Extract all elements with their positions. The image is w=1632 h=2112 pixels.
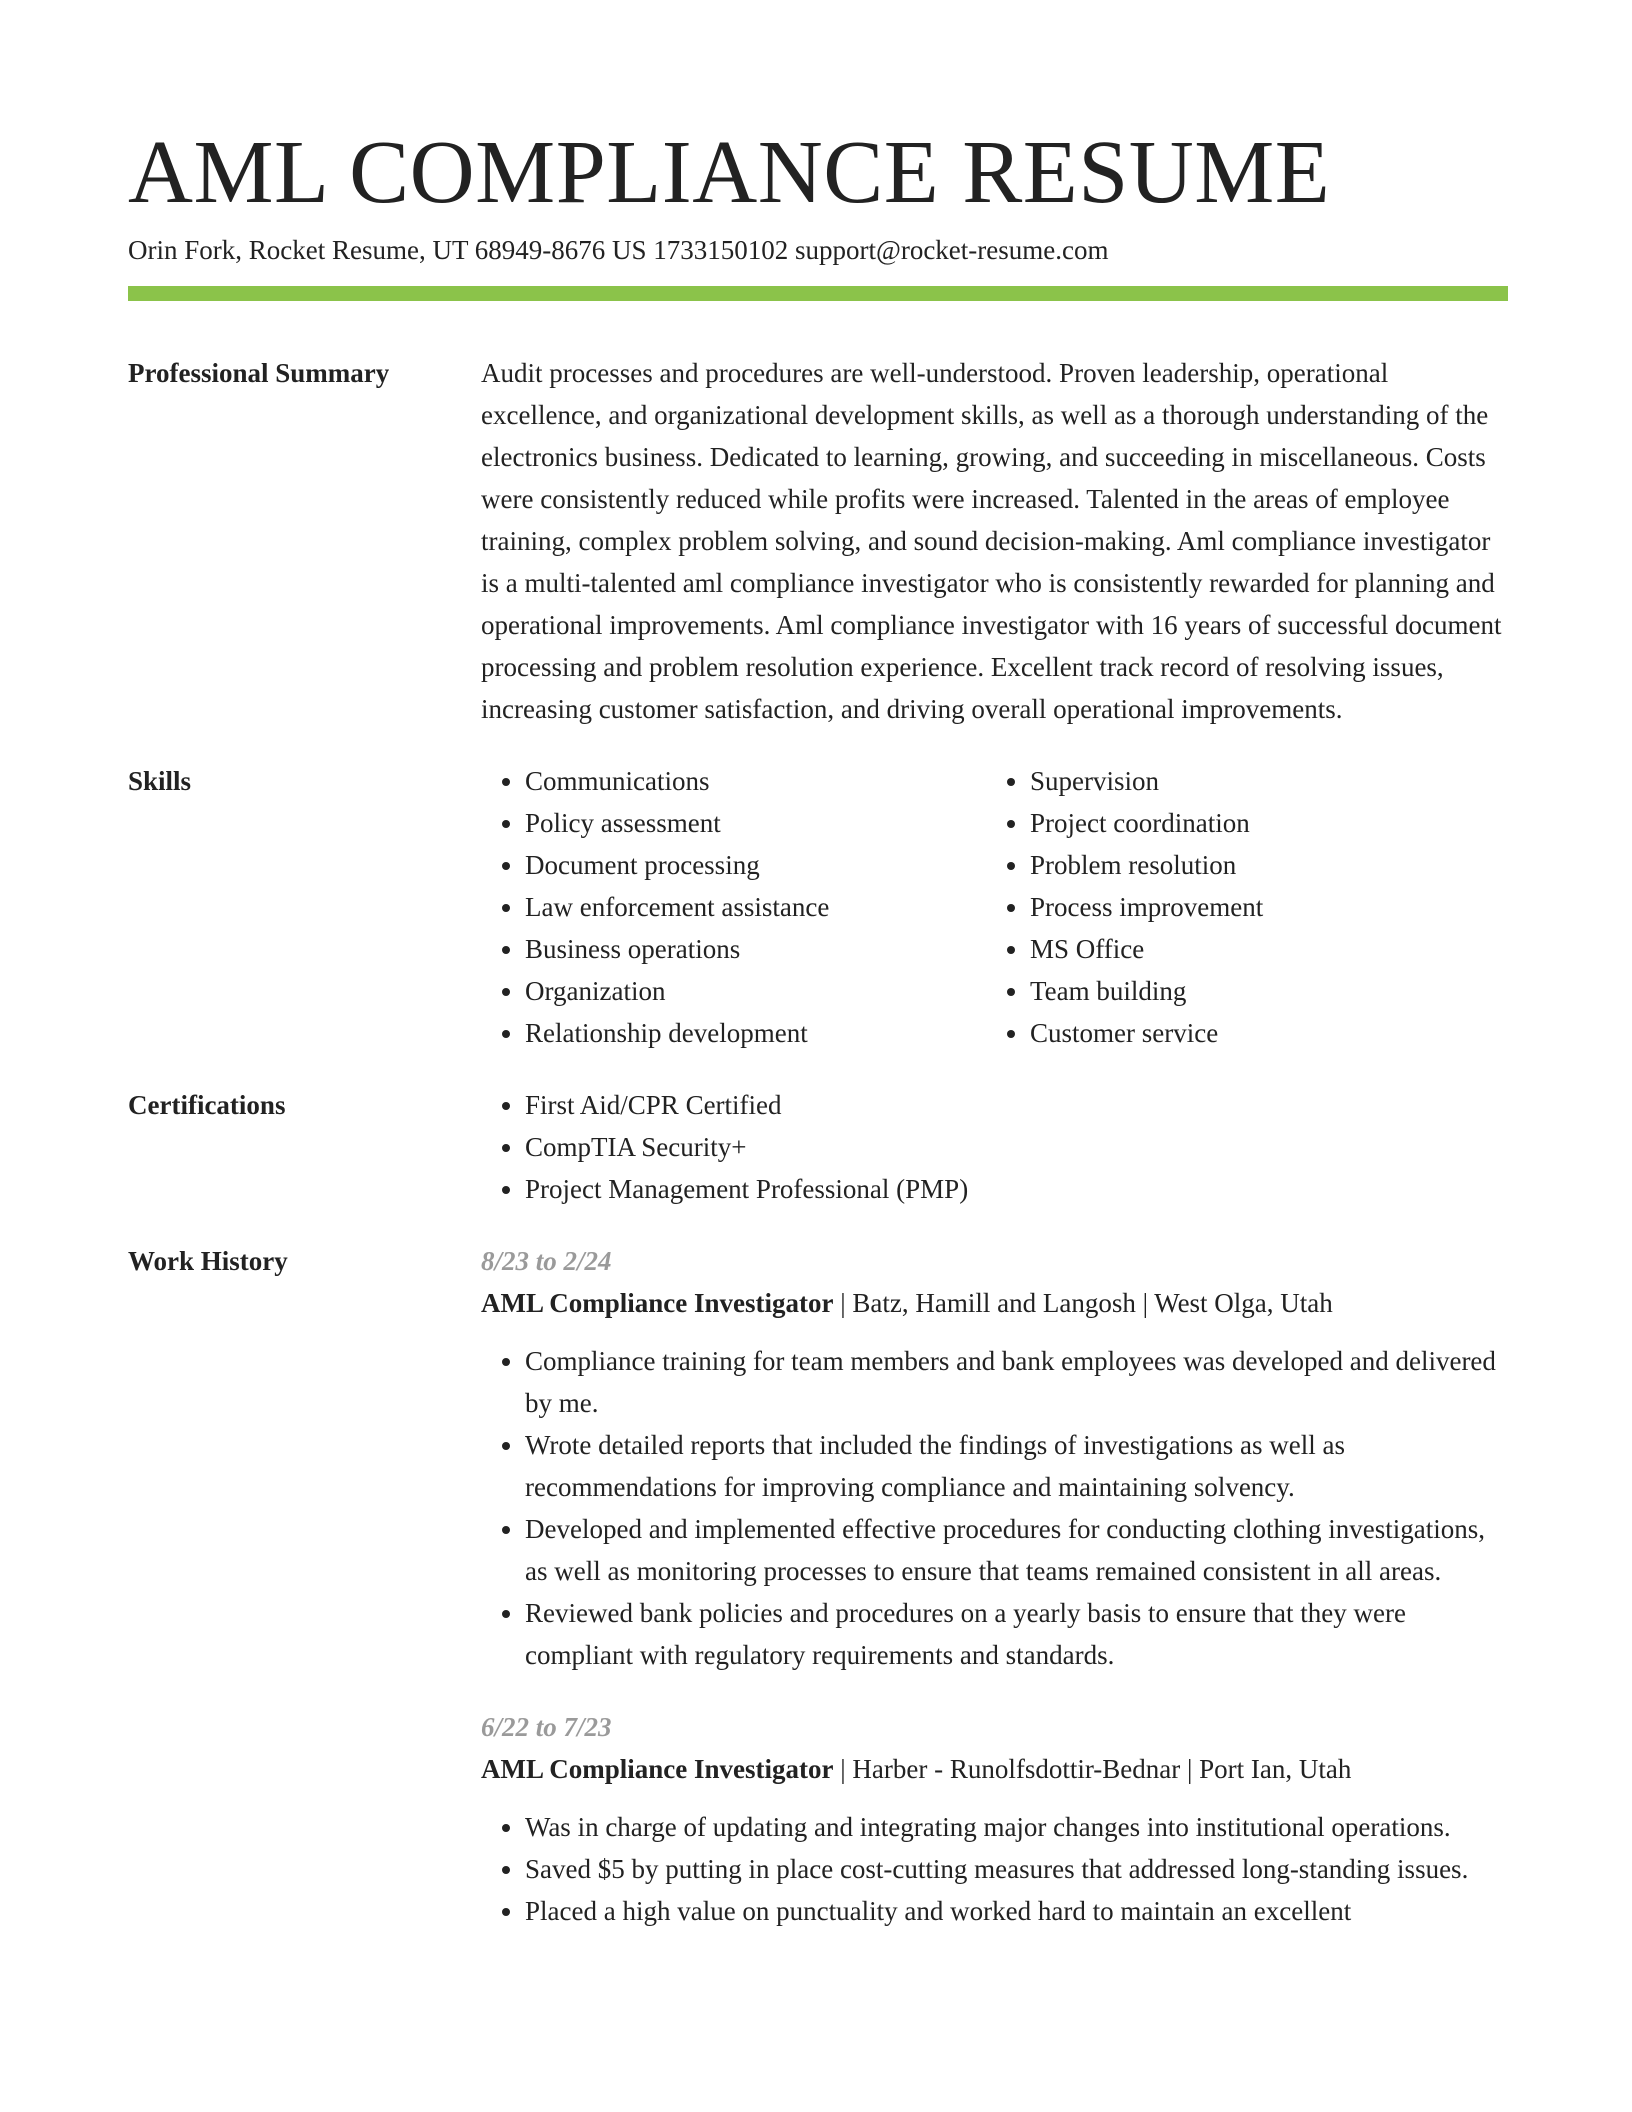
job-title: AML Compliance Investigator [481, 1288, 834, 1318]
skill-item: • Organization [525, 970, 986, 1012]
work-history-body [481, 1240, 1508, 1962]
certifications-section [128, 1084, 1508, 1210]
skill-item: • Process improvement [1030, 886, 1491, 928]
job-bullet: • Placed a high value on punctuality and worked hard to maintain an excellent [525, 1890, 1508, 1932]
job-bullet: • Reviewed bank policies and procedures on a yearly basis to ensure that they were compliant with regulatory requirements and standards. [525, 1592, 1508, 1676]
summary-label: Professional Summary [128, 358, 390, 388]
contact-line: Orin Fork, Rocket Resume, UT 68949-8676 US 1733150102 support@rocket-resume.com [128, 235, 1109, 265]
skills-column-left [481, 760, 986, 1054]
job-bullet: • Compliance training for team members and bank employees was developed and delivered by me. [525, 1340, 1508, 1424]
summary-text: Audit processes and procedures are well-understood. Proven leadership, operational excellence, and organizational development skills, as well as a thorough understanding of the electronics business. Dedicated to learning, growing, and succeeding in miscellaneous. Costs were consistently reduced while profits were increased. Talented in the areas of employee training, complex problem solving, and sound decision-making. Aml compliance investigator is a multi-talented aml compliance investigator who is consistently rewarded for planning and operational improvements. Aml compliance investigator with 16 years of successful document processing and problem resolution experience. Excellent track record of resolving issues, increasing customer satisfaction, and driving overall operational improvements. [481, 358, 1502, 724]
job-heading [481, 1282, 1508, 1324]
job-employer-location: | Harber - Runolfsdottir-Bednar | Port Ian, Utah [833, 1754, 1352, 1784]
job-employer-location: | Batz, Hamill and Langosh | West Olga, Utah [833, 1288, 1333, 1318]
job-bullets [481, 1806, 1508, 1932]
skill-item: • Document processing [525, 844, 986, 886]
skill-item: • MS Office [1030, 928, 1491, 970]
job-dates: 8/23 to 2/24 [481, 1246, 612, 1276]
job-bullet: • Developed and implemented effective procedures for conducting clothing investigations, as well as monitoring processes to ensure that teams remained consistent in all areas. [525, 1508, 1508, 1592]
skills-column-right [986, 760, 1491, 1054]
accent-divider [128, 286, 1508, 301]
skills-section [128, 760, 1508, 1054]
skill-item: • Relationship development [525, 1012, 986, 1054]
skills-body [481, 760, 1508, 1054]
skill-item: • Business operations [525, 928, 986, 970]
certifications-body [481, 1084, 1508, 1210]
skill-item: • Customer service [1030, 1012, 1491, 1054]
job-heading [481, 1748, 1508, 1790]
skill-item: • Policy assessment [525, 802, 986, 844]
skill-item: • Law enforcement assistance [525, 886, 986, 928]
job-entry [481, 1706, 1508, 1932]
certifications-list [481, 1084, 1508, 1210]
skill-item: • Communications [525, 760, 986, 802]
job-entry [481, 1240, 1508, 1676]
job-title: AML Compliance Investigator [481, 1754, 834, 1784]
work-history-label: Work History [128, 1246, 288, 1276]
resume-sections [128, 352, 1508, 1992]
skill-item: • Supervision [1030, 760, 1491, 802]
job-bullet: • Wrote detailed reports that included the findings of investigations as well as recommendations for improving compliance and maintaining solvency. [525, 1424, 1508, 1508]
skill-item: • Team building [1030, 970, 1491, 1012]
job-dates: 6/22 to 7/23 [481, 1712, 612, 1742]
work-history-section [128, 1240, 1508, 1962]
summary-body [481, 352, 1508, 730]
job-bullet: • Was in charge of updating and integrating major changes into institutional operations. [525, 1806, 1508, 1848]
skill-item: • Problem resolution [1030, 844, 1491, 886]
certification-item: • Project Management Professional (PMP) [525, 1168, 1508, 1210]
certification-item: • CompTIA Security+ [525, 1126, 1508, 1168]
summary-section [128, 352, 1508, 730]
skills-label: Skills [128, 766, 192, 796]
certification-item: • First Aid/CPR Certified [525, 1084, 1508, 1126]
job-bullet: • Saved $5 by putting in place cost-cutting measures that addressed long-standing issues. [525, 1848, 1508, 1890]
skills-list-left [481, 760, 986, 1054]
resume-title: AML COMPLIANCE RESUME [128, 123, 1331, 222]
skills-list-right [986, 760, 1491, 1054]
skill-item: • Project coordination [1030, 802, 1491, 844]
job-bullets [481, 1340, 1508, 1676]
certifications-label: Certifications [128, 1090, 286, 1120]
